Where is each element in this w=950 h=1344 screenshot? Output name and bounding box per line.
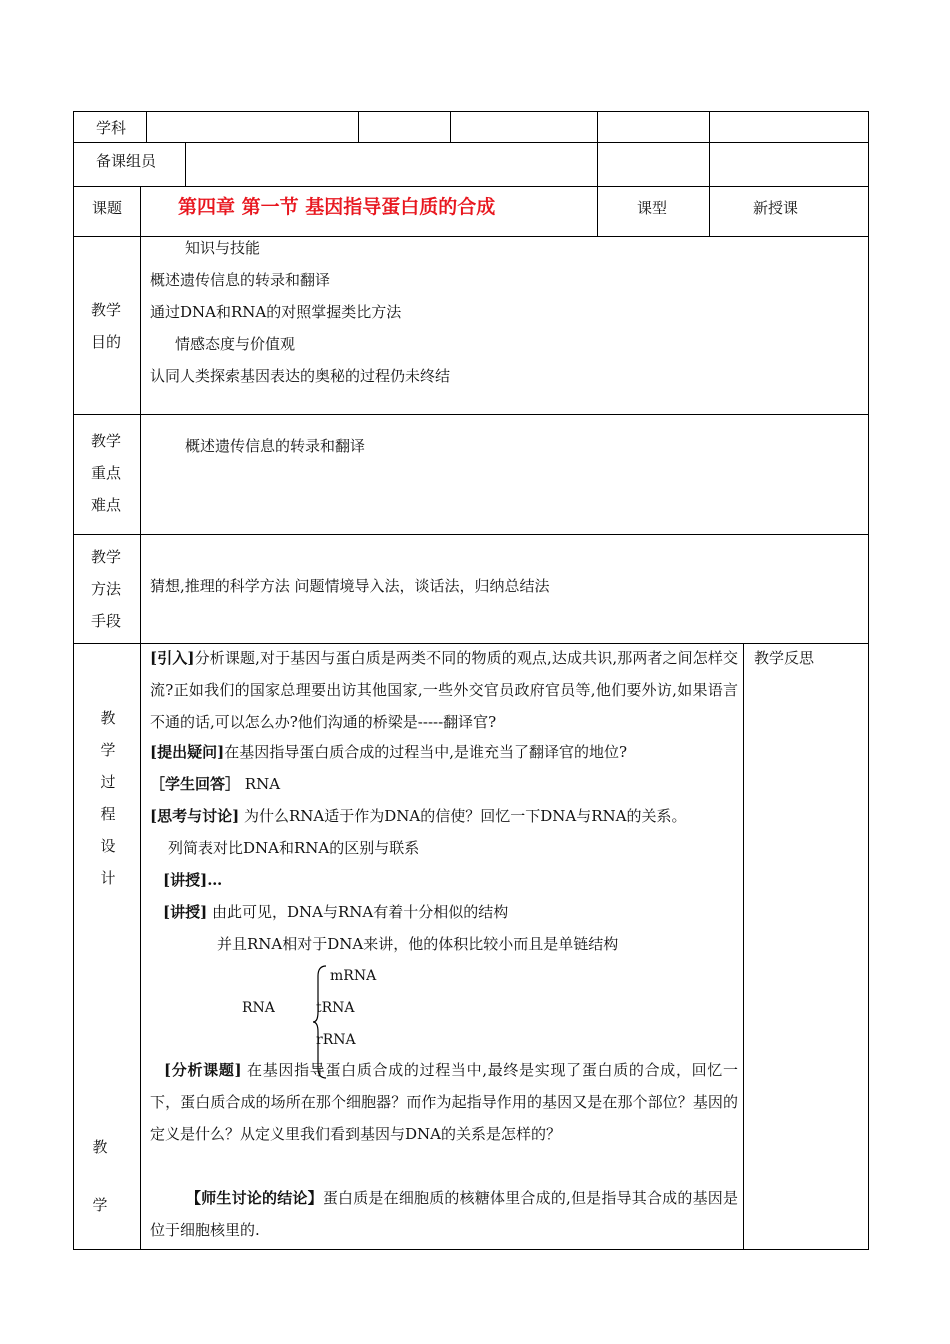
methods-text: 猜想,推理的科学方法 问题情境导入法，谈话法，归纳总结法 xyxy=(150,577,550,595)
intro-paragraph: [引入]分析课题,对于基因与蛋白质是两类不同的物质的观点,达成共识,那两者之间怎样交流?正如我们的国家总理要出访其他国家,一些外交官员政府官员等,他们要外访,如果语言不通的话,可以怎么办?他们沟通的桥梁是-----翻译官? xyxy=(150,649,738,731)
page-title: 第四章 第一节 基因指导蛋白质的合成 xyxy=(178,196,496,218)
rna-type: tRNA xyxy=(316,1000,355,1016)
reflection-label: 教学反思 xyxy=(754,649,815,667)
type-label: 课型 xyxy=(637,199,668,217)
rna-type: mRNA xyxy=(330,968,377,984)
table-border xyxy=(140,186,141,1250)
process-label-2: 教 学 xyxy=(92,1138,108,1214)
objective-line: 知识与技能 xyxy=(185,239,261,257)
type-value: 新授课 xyxy=(753,199,799,217)
table-border xyxy=(73,534,869,535)
table-border xyxy=(73,236,869,237)
table-border xyxy=(73,111,74,1250)
table-border xyxy=(73,111,869,112)
question-line: [提出疑问]在基因指导蛋白质合成的过程当中,是谁充当了翻译官的地位? xyxy=(150,743,628,761)
analysis-paragraph: [分析课题] 在基因指导蛋白质合成的过程当中,最终是实现了蛋白质的合成，回忆一下，蛋白质合成的场所在那个细胞器？而作为起指导作用的基因又是在那个部位？基因的定义是什么？从定义里我们看到基因与DNA的关系是怎样的？ xyxy=(150,1061,738,1143)
subject-label: 学科 xyxy=(96,119,127,137)
table-border xyxy=(709,111,710,236)
lecture-line-3: 并且RNA相对于DNA来讲，他的体积比较小而且是单链结构 xyxy=(217,935,619,953)
rna-type: rRNA xyxy=(316,1032,356,1048)
table-border xyxy=(146,111,147,142)
table-border xyxy=(185,142,186,186)
objective-line: 认同人类探索基因表达的奥秘的过程仍未终结 xyxy=(150,367,451,385)
objective-line: 通过DNA和RNA的对照掌握类比方法 xyxy=(150,303,402,321)
discuss-line: [思考与讨论] 为什么RNA适于作为DNA的信使？回忆一下DNA与RNA的关系。 xyxy=(150,807,687,825)
answer-line: ［学生回答］ RNA xyxy=(150,775,281,793)
table-compare-line: 列简表对比DNA和RNA的区别与联系 xyxy=(168,839,420,857)
process-label: 教 学 过 程 设 计 xyxy=(100,709,116,887)
lecture-line-1: [讲授]… xyxy=(163,871,223,889)
topic-label: 课题 xyxy=(92,199,123,217)
objective-line: 概述遗传信息的转录和翻译 xyxy=(150,271,331,289)
table-border xyxy=(73,1249,869,1250)
table-border xyxy=(868,111,869,1250)
conclusion-paragraph: 【师生讨论的结论】蛋白质是在细胞质的核糖体里合成的,但是指导其合成的基因是位于细胞核里的. xyxy=(150,1189,738,1239)
table-border xyxy=(73,142,869,143)
lecture-line-2: [讲授] 由此可见，DNA与RNA有着十分相似的结构 xyxy=(163,903,509,921)
objective-line: 情感态度与价值观 xyxy=(175,335,296,353)
keypoints-text: 概述遗传信息的转录和翻译 xyxy=(185,437,366,455)
table-border xyxy=(73,414,869,415)
objectives-label: 教学 目的 xyxy=(90,301,121,351)
keypoints-label: 教学 重点 难点 xyxy=(90,432,121,514)
table-border xyxy=(743,643,744,1250)
table-border xyxy=(73,186,869,187)
methods-label: 教学 方法 手段 xyxy=(90,548,121,630)
group-label: 备课组员 xyxy=(96,152,157,170)
table-border xyxy=(597,111,598,236)
rna-label: RNA xyxy=(242,1000,275,1016)
table-border xyxy=(450,111,451,142)
table-border xyxy=(358,111,359,142)
